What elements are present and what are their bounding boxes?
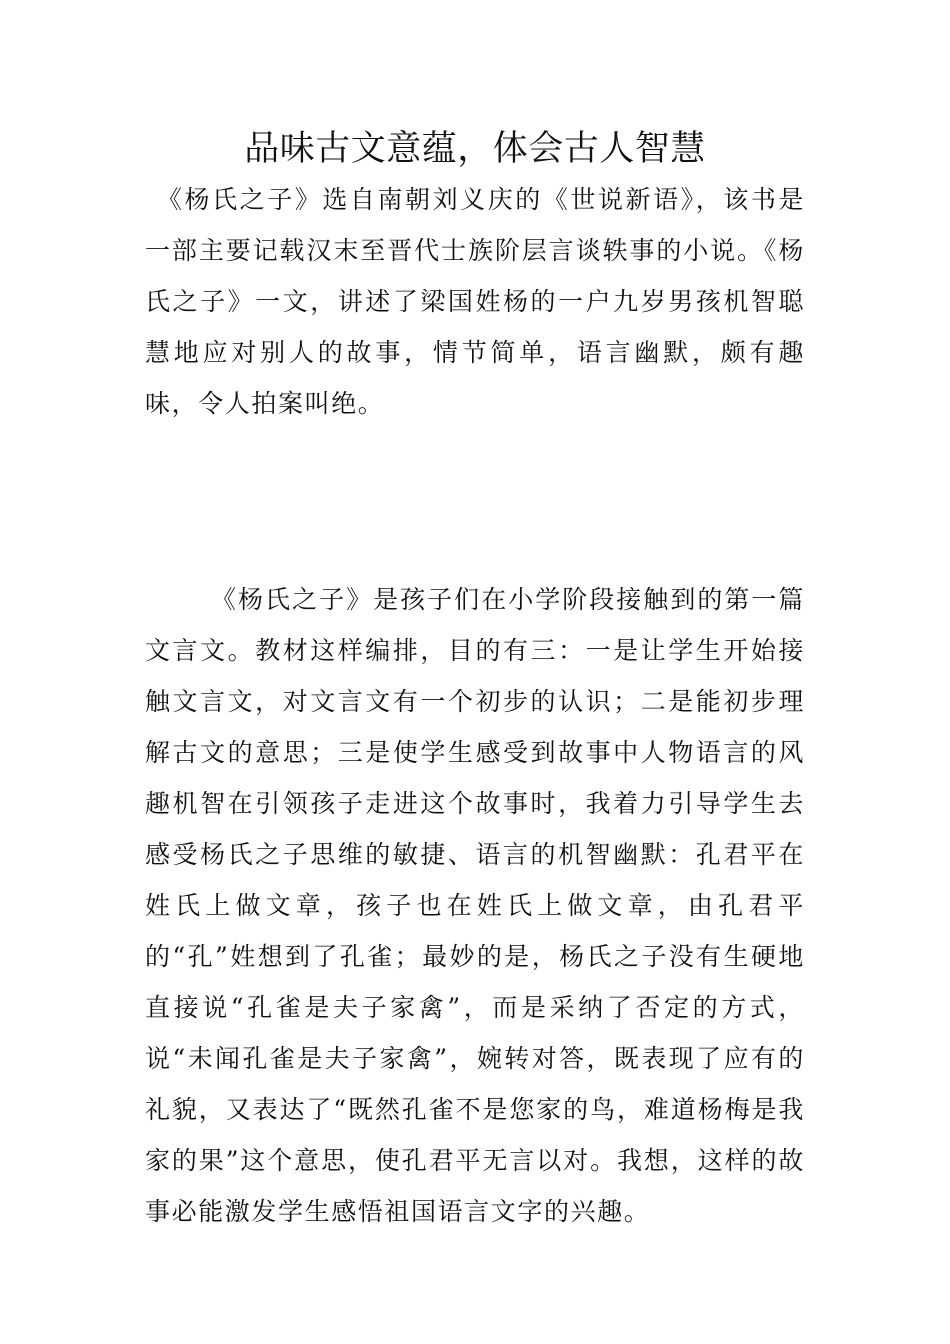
document-title: 品味古文意蕴，体会古人智慧 [244,129,706,169]
paragraph-intro: 《杨氏之子》选自南朝刘义庆的《世说新语》，该书是一部主要记载汉末至晋代士族阶层言谈轶事的小说。《杨氏之子》一文，讲述了梁国姓杨的一户九岁男孩机智聪慧地应对别人的故事，情节简单，语言幽默，颇有趣味，令人拍案叫绝。 [145,185,805,418]
paragraph-analysis: 《杨氏之子》是孩子们在小学阶段接触到的第一篇文言文。教材这样编排，目的有三：一是让学生开始接触文言文，对文言文有一个初步的认识；二是能初步理解古文的意思；三是使学生感受到故事中人物语言的风趣机智在引领孩子走进这个故事时，我着力引导学生去感受杨氏之子思维的敏捷、语言的机智幽默：孔君平在姓氏上做文章，孩子也在姓氏上做文章，由孔君平的“孔”姓想到了孔雀；最妙的是，杨氏之子没有生硬地直接说“孔雀是夫子家禽”，而是采纳了否定的方式，说“未闻孔雀是夫子家禽”，婉转对答，既表现了应有的礼貌，又表达了“既然孔雀不是您家的鸟，难道杨梅是我家的果”这个意思，使孔君平无言以对。我想，这样的故事必能激发学生感悟祖国语言文字的兴趣。 [145,585,805,1226]
